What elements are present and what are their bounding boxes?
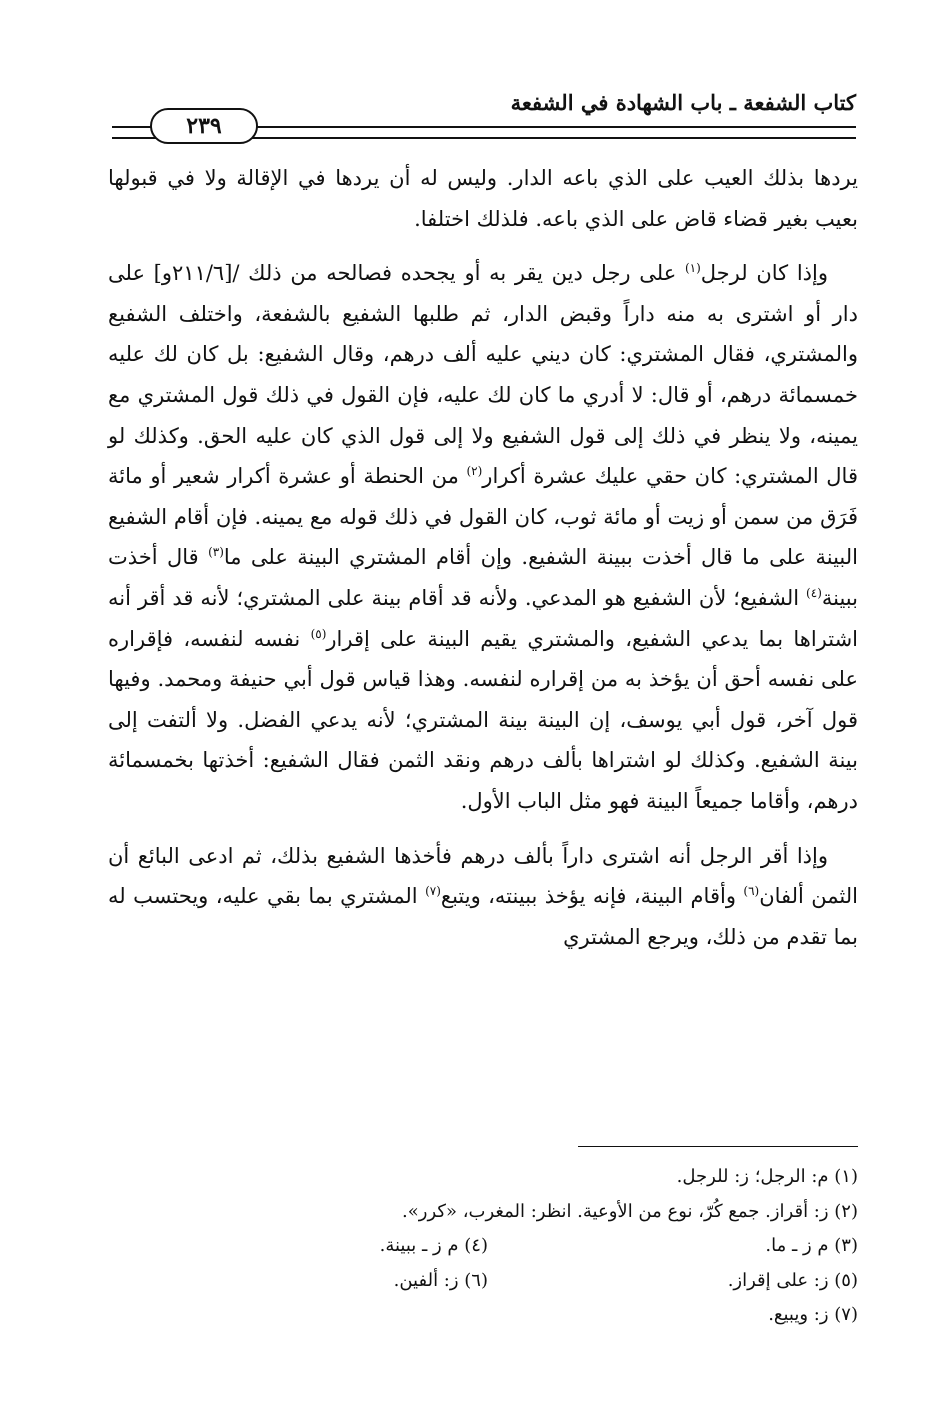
footnote: (٣) م ز ـ ما. — [765, 1235, 858, 1256]
footnote-separator — [578, 1146, 858, 1147]
footnote-row — [108, 1229, 858, 1264]
footnote-ref: (٣) — [208, 545, 224, 560]
footnote-row — [108, 1195, 858, 1230]
footnote-ref: (٤) — [806, 585, 822, 600]
footnote-ref: (٥) — [310, 626, 327, 641]
paragraph: وإذا أقر الرجل أنه اشترى داراً بألف درهم فأخذها الشفيع بذلك، ثم ادعى البائع أن الثمن ألفان$^{(٦)}$ وأقام البينة، فإنه يؤخذ ببينته، ويتبع$^{(٧)}$ المشتري بما بقي عليه، ويحتسب له بما تقدم من ذلك، ويرجع المشتري — [108, 843, 858, 949]
footnote: (١) م: الرجل؛ ز: للرجل. — [676, 1166, 858, 1187]
footnote-ref: (٦) — [743, 884, 760, 899]
footnote: (٢) ز: أقراز. جمع كُرّ، نوع من الأوعية. انظر: المغرب، «كرر». — [402, 1200, 858, 1222]
footnote-row — [108, 1264, 858, 1299]
page-number: ٢٣٩ — [150, 108, 258, 144]
page-header — [112, 70, 856, 140]
footnote-row — [108, 1160, 858, 1195]
paragraph: يردها بذلك العيب على الذي باعه الدار. وليس له أن يردها في الإقالة ولا في قبولها بعيب بغير قضاء قاض على الذي باعه. فلذلك اختلفا. — [108, 166, 858, 231]
footnote-ref: (٢) — [466, 464, 483, 479]
running-title: كتاب الشفعة ـ باب الشهادة في الشفعة — [510, 90, 856, 115]
footnote: (٥) ز: على إقراز. — [727, 1269, 858, 1291]
footnote: (٧) ز: ويبيع. — [768, 1304, 858, 1325]
footnote-row — [108, 1298, 858, 1333]
footnote: (٤) م ز ـ ببينة. — [379, 1235, 488, 1256]
paragraph: وإذا كان لرجل$^{(١)}$ على رجل دين يقر به أو يجحده فصالحه من ذلك /[٢١١/٦و] على دار أو اشترى به منه داراً وقبض الدار، ثم طلبها الشفيع بالشفعة، واختلف الشفيع والمشتري، فقال المشتري: كان ديني عليه ألف درهم، وقال الشفيع: بل كان لك عليه خمسمائة درهم، أو قال: لا أدري ما كان لك عليه، فإن القول في ذلك قول المشتري مع يمينه، ولا ينظر في ذلك إلى قول الشفيع ولا إلى قول الذي كان عليه الحق. وكذلك لو قال المشتري: كان حقي عليك عشرة أكرار$^{(٢)}$ من الحنطة أو عشرة أكرار شعير أو مائة فَرَق من سمن أو زيت أو مائة ثوب، كان القول في ذلك قوله مع يمينه. فإن أقام الشفيع البينة على ما قال أخذت ببينة الشفيع. وإن أقام المشتري البينة على ما$^{(٣)}$ قال أخذت ببينة$^{(٤)}$ الشفيع؛ لأن الشفيع هو المدعي. ولأنه قد أقام بينة على المشتري؛ لأنه قد أقر أنه اشتراها بما يدعي الشفيع، والمشتري يقيم البينة على إقرار$^{(٥)}$ نفسه لنفسه، فإقراره على نفسه أحق أن يؤخذ به من إقراره لنفسه. وهذا قياس قول أبي حنيفة ومحمد. وفيها قول آخر، قول أبي يوسف، إن البينة بينة المشتري؛ لأنه يدعي الفضل. ولا ألتفت إلى بينة الشفيع. وكذلك لو اشتراها بألف درهم ونقد الثمن فقال الشفيع: أخذتها بخمسمائة درهم، وأقاما جميعاً البينة فهو مثل الباب الأول. — [108, 261, 859, 813]
main-text — [108, 158, 858, 971]
footnote: (٦) ز: ألفين. — [393, 1269, 488, 1291]
footnote-ref: (٧) — [425, 884, 441, 899]
footnote-ref: (١) — [684, 261, 701, 276]
footnotes — [108, 1160, 858, 1333]
